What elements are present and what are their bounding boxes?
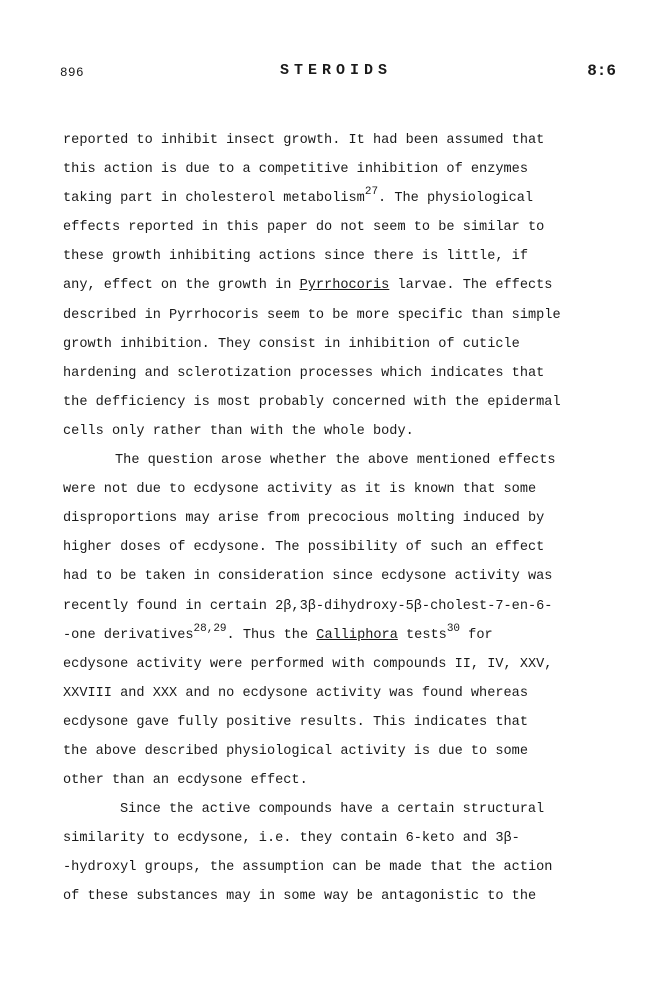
text-line: the above described physiological activity is due to some	[63, 743, 528, 759]
text-line: hardening and sclerotization processes which indicates that	[63, 365, 545, 381]
text-line: -hydroxyl groups, the assumption can be made that the action	[63, 860, 553, 876]
text-line: similarity to ecdysone, i.e. they contain 6-keto and 3β-	[63, 831, 520, 847]
text-line: of these substances may in some way be antagonistic to the	[63, 889, 537, 905]
text-line: this action is due to a competitive inhibition of enzymes	[63, 162, 528, 178]
genus-name-underlined: Pyrrhocoris	[299, 278, 390, 294]
running-title: STEROIDS	[279, 62, 392, 79]
running-header	[0, 62, 672, 86]
reference-superscript: 27	[364, 186, 379, 199]
text-line: were not due to ecdysone activity as it is known that some	[63, 482, 537, 498]
text-line: reported to inhibit insect growth. It had been assumed that	[63, 133, 545, 148]
text-line: effects reported in this paper do not seem to be similar to	[63, 220, 545, 236]
text-line: had to be taken in consideration since ecdysone activity was	[63, 569, 553, 585]
text-line: -one derivatives$^{28,29}$. Thus the Calliphora tests$^{30}$ for	[63, 622, 493, 643]
text-line: the defficiency is most probably concerned with the epidermal	[63, 394, 561, 410]
paragraph-start-line: Since the active compounds have a certain structural	[120, 802, 545, 818]
text-line: described in Pyrrhocoris seem to be more specific than simple	[63, 307, 561, 323]
text-line: these growth inhibiting actions since there is little, if	[63, 249, 528, 265]
page-number: 896	[60, 66, 85, 80]
genus-name-underlined: Calliphora	[316, 627, 398, 643]
issue-number: 8:6	[587, 62, 616, 80]
text-line: any, effect on the growth in Pyrrhocoris larvae. The effects	[63, 278, 553, 294]
reference-superscript: 28,29	[193, 622, 227, 635]
text-line: ecdysone gave fully positive results. This indicates that	[63, 714, 528, 730]
text-line: higher doses of ecdysone. The possibility of such an effect	[63, 540, 545, 556]
text-line: XXVIII and XXX and no ecdysone activity was found whereas	[63, 685, 528, 701]
text-line: ecdysone activity were performed with compounds II, IV, XXV,	[63, 656, 553, 672]
text-line: cells only rather than with the whole body.	[63, 423, 414, 439]
text-line: recently found in certain 2β,3β-dihydroxy-5β-cholest-7-en-6-	[63, 598, 553, 614]
text-line: taking part in cholesterol metabolism$^{27}$. The physiological	[63, 186, 534, 207]
paragraph-start-line: The question arose whether the above mentioned effects	[115, 453, 556, 469]
text-line: growth inhibition. They consist in inhibition of cuticle	[63, 336, 520, 352]
text-line: other than an ecdysone effect.	[63, 773, 308, 789]
body-text	[63, 126, 623, 912]
reference-superscript: 30	[446, 622, 461, 635]
text-line: disproportions may arise from precocious molting induced by	[63, 511, 545, 527]
